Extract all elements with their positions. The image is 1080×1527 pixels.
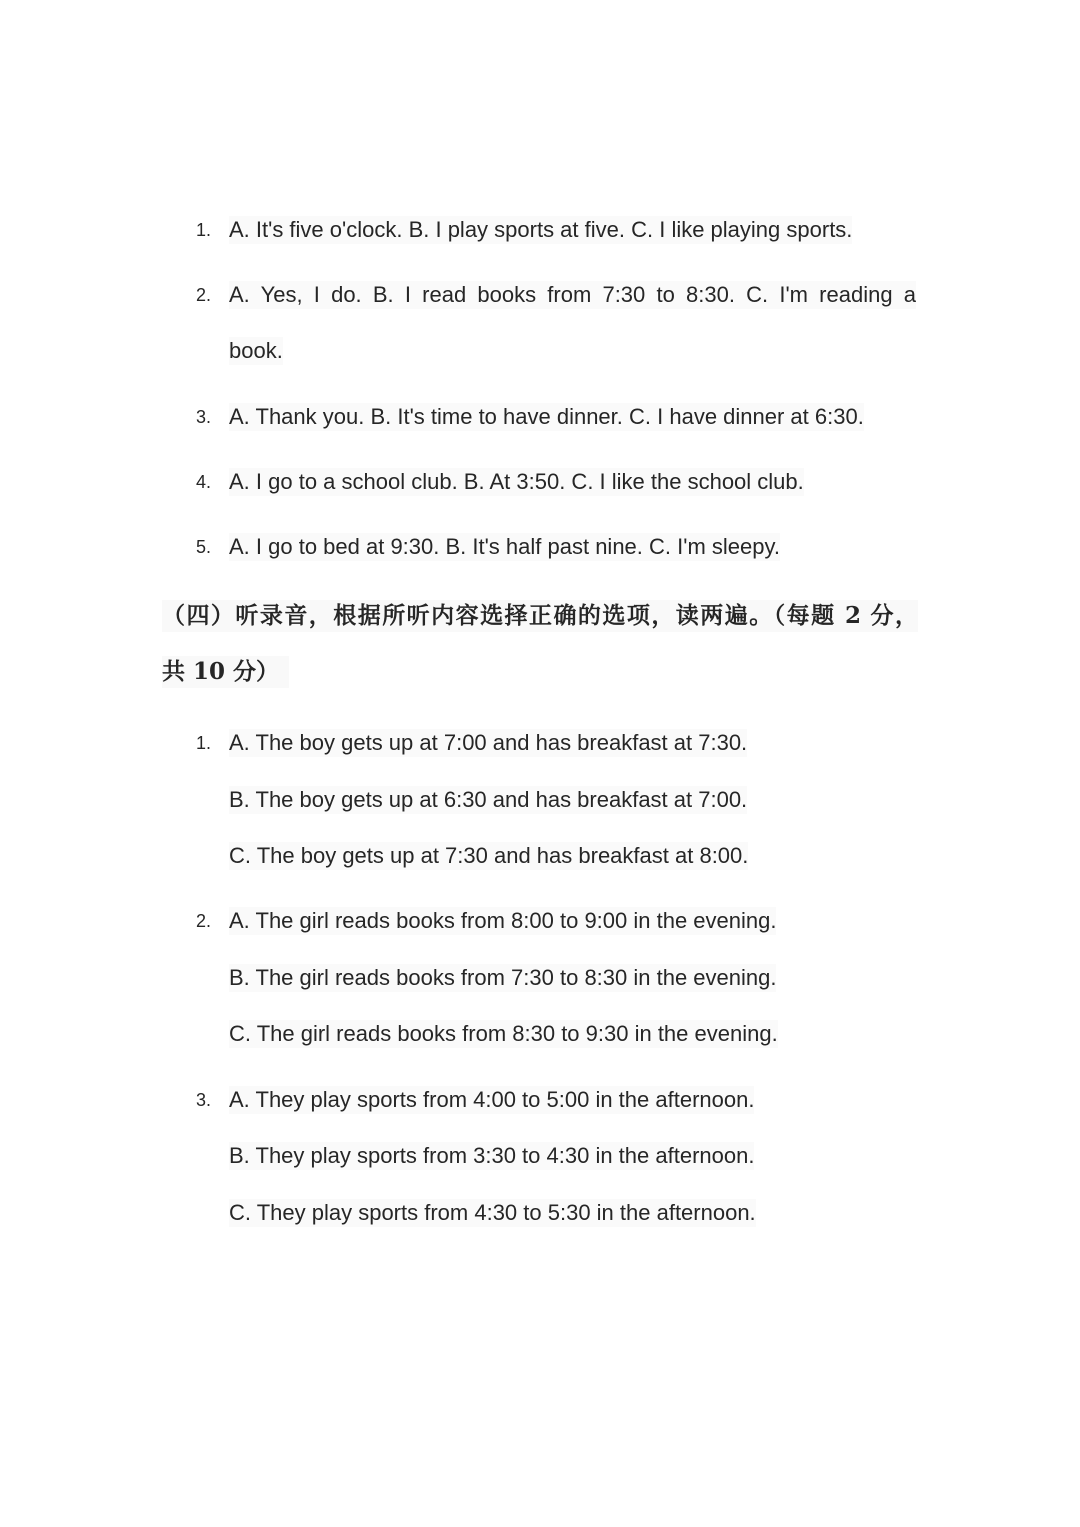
- question-options: A. I go to bed at 9:30. B. It's half past nine. C. I'm sleepy.: [229, 534, 780, 559]
- option-a: A. They play sports from 4:00 to 5:00 in the afternoon.: [229, 1087, 755, 1112]
- question-options-continued: book.: [229, 338, 283, 363]
- question-options: A. It's five o'clock. B. I play sports at five. C. I like playing sports.: [229, 217, 853, 242]
- question-options: A. Thank you. B. It's time to have dinner. C. I have dinner at 6:30.: [229, 404, 864, 429]
- option-b: B. They play sports from 3:30 to 4:30 in the afternoon.: [229, 1143, 755, 1168]
- question-number: 5.: [196, 537, 212, 557]
- option-a: A. The girl reads books from 8:00 to 9:00 in the evening.: [229, 908, 777, 933]
- section-heading-continued: 共 10 分）: [162, 656, 289, 688]
- question-number: 3.: [196, 407, 212, 427]
- option-c: C. The girl reads books from 8:30 to 9:30 in the evening.: [229, 1021, 778, 1046]
- question-number: 1.: [196, 733, 212, 753]
- question-number: 2.: [196, 911, 212, 931]
- option-a: A. The boy gets up at 7:00 and has breakfast at 7:30.: [229, 730, 748, 755]
- option-c: C. The boy gets up at 7:30 and has breakfast at 8:00.: [229, 843, 749, 868]
- question-number: 2.: [196, 285, 212, 305]
- option-c: C. They play sports from 4:30 to 5:30 in the afternoon.: [229, 1200, 756, 1225]
- question-options: A. I go to a school club. B. At 3:50. C. I like the school club.: [229, 469, 804, 494]
- option-b: B. The girl reads books from 7:30 to 8:30 in the evening.: [229, 965, 777, 990]
- section-heading: （四）听录音，根据所听内容选择正确的选项，读两遍。（每题 2 分，: [162, 600, 918, 632]
- question-number: 4.: [196, 472, 212, 492]
- question-number: 1.: [196, 220, 212, 240]
- question-options: A. Yes, I do. B. I read books from 7:30 to 8:30. C. I'm reading a: [229, 282, 916, 307]
- question-number: 3.: [196, 1090, 212, 1110]
- option-b: B. The boy gets up at 6:30 and has breakfast at 7:00.: [229, 787, 748, 812]
